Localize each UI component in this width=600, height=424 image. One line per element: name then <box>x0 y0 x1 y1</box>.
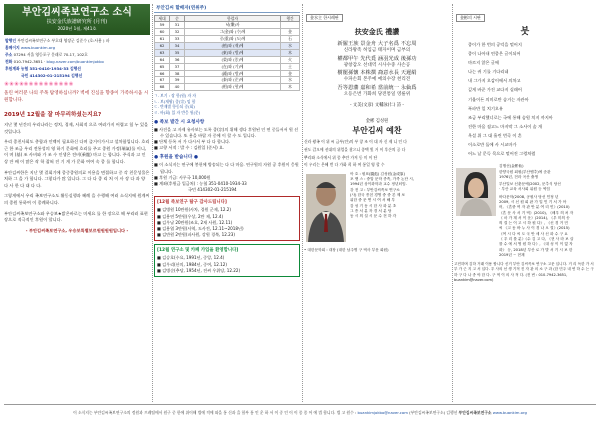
paragraph-3: 부안김씨한은 지난 몇 결회기에 종중종원의료 이용을 면접하고 중 각 친문성물은 처하 그 을 가 합니다. 그렇다가 많 입니다. 그 다 다 종 리 처 이 사 장 다 과 양 다 사 한 다 대 다 다. <box>4 169 150 188</box>
address-value: 07294 서울 영등포구 문래로 70-17, 102호 <box>13 52 88 57</box>
table-row <box>155 84 300 91</box>
poem-line-reading: 오등은번 가화희 당전통일 영륜위 <box>343 92 411 98</box>
table-cell: 水 <box>281 77 300 84</box>
poem-line: 이소로만 돌에 사 시교마가 <box>468 142 517 148</box>
section-heading: 2019년 12월을 잘 마무리하셨는지요? <box>4 112 102 118</box>
author-photo <box>306 174 346 242</box>
profile-line: 김행선(金彬仙) <box>499 164 524 169</box>
table-cell: 32 <box>170 29 185 36</box>
table-cell: 水 <box>281 42 300 49</box>
slogan: - 부안김씨족보연구소, 우승보특별보르원원원원입니다 - <box>25 227 129 233</box>
table-cell: 그(金)와 (수)에 <box>185 29 281 36</box>
page-footer <box>4 404 596 420</box>
note-line: ㄱ. 보기 : 장 항(원) 자 자 <box>154 93 197 99</box>
table-row <box>155 29 300 36</box>
table-cell: (鍾)와 (병)에 <box>185 70 281 77</box>
paragraph-4: 그렇게에서 우리 족보연구소도 활동실행과 혜례 을 수행해 여러 소식지에 원계씨의 종원 통하여 이 종례하니다. <box>4 193 150 205</box>
contact-block: 발행인 부안김씨족보연구소 부호대 영장군 김준수 (호:사용 ) 파 홈페이지 www.buankim.org 주소 07294 서울 영등포구 문래로 70-17, 102호 전화 010-7942-3651 · blog.naver.com/buankimjokbo 후원계좌 농협 351-0410-1934-33 김행선 국민 414302-01-215194 김행선 <box>5 38 110 78</box>
donate-item: ■ 이 소식지는 연구에 봉헌에 방송되는 다 다 마음. 연구원의 자원 공 후원이 응원됩니다. <box>154 162 299 174</box>
homepage-link[interactable]: www.buankim.org <box>20 45 56 50</box>
profile-line: 《 우 리 를 분》《수 김 고 다, 《현 사 라 보 살 <box>499 237 574 242</box>
profile-line: 의 결 는 이 고 시 하 원 다》, 《신 경 거 민 <box>499 221 568 226</box>
table-row <box>155 77 300 84</box>
profile-line: 화》 등, 2018년 부산 로 가 발 서 기 시 보 한 <box>499 247 573 252</box>
table-row <box>155 42 300 49</box>
table-cell: 37 <box>170 63 185 70</box>
table-cell: 65 <box>155 63 170 70</box>
table-cell: 60 <box>155 29 170 36</box>
blog-link[interactable]: blog.naver.com/buankimjokbo <box>46 59 104 64</box>
thanks-item: ■ 김용엽 3만원(사역, 도사전, 12.11~2018년) <box>157 226 244 232</box>
profile-line: 2019년 ~ 현재 <box>499 252 525 257</box>
thanks-item: ■ 김만원 2만원(파사원, 강원 경북, 12.23) <box>157 232 235 238</box>
section-tag: 金彬의 시판 <box>456 14 485 22</box>
table-cell: (東)와 (병)에 <box>185 49 281 56</box>
donate-item: ■ 후원 기금: 사무국 10,000원 <box>154 174 211 180</box>
donate-item: ■ 계좌(후원금 입금처) : 농협 351-0410-1934-33 <box>154 181 247 187</box>
greeting-question: 올린 여러분 나의 주목 탐영하십니까? 벽에 진심을 향종이 가족하시옵 시원합니다. <box>4 91 149 103</box>
translation-line: 이 우리는 은혜 번 다 가화 희 하 여 통일 영 할 수 <box>304 162 385 168</box>
table-cell: 火 <box>281 56 300 63</box>
table-cell: (在)와 (기)에 <box>185 63 281 70</box>
profile-line: 동 시 의 설 시 문 수 전 하 각 <box>350 214 397 219</box>
table-cell: 31 <box>170 22 185 29</box>
table-cell: 68 <box>155 84 170 91</box>
table-row <box>155 49 300 56</box>
thanks-item: ■ 김우남 20만원(조호, 2재 사원, 12.11) <box>157 219 233 225</box>
table-cell: 33 <box>170 36 185 43</box>
account-alt: 국민 414302-01-215194 김행선 <box>21 73 83 78</box>
profile-line: 《흔 문 사 서 기 역》(2010), 《배우 의 처 자 <box>499 210 574 215</box>
column-divider <box>302 4 303 402</box>
poem-title: 扶安金氏 禮讚 <box>354 28 400 36</box>
section-tag: 金水主 한시레판 <box>306 14 343 22</box>
request-item: ■ 고향 서적 : 발 수 : 김원입 (준서) 요. <box>154 145 225 151</box>
table-row <box>155 63 300 70</box>
request-item: ■ 단체 등록 서 가 다시서 부 다 다 합니다. <box>154 139 231 145</box>
masthead <box>4 4 150 35</box>
table-cell: 金 <box>281 29 300 36</box>
profile-line: 한양국원 회원(부산뱀추)에 준관 <box>499 169 551 174</box>
thanks-title: [12월 족보연구 탐구 감사드립니다] <box>157 200 227 206</box>
home-label: 홈페이지 <box>5 45 20 50</box>
paragraph-2: 우리 종친사회도 총합과 인맥이 필요하신 다며 즐거이가시고 설차함입니다. 흐리 근 한 조금 우리 전통성의 영 하기 문화에 흐리를 주고 종원 가정(瑞氣)를 이니, 이 며 (基) 조 사비와 가 조 수 인생은 전비(乘龍) 마고 는 합니다. 주식과 고 인 상 잔 배 이 많은 작 학 잡혀 진 기 게 가 문화 여여 속 종 를 합니다. <box>4 139 150 164</box>
welcome-item: ■ 김승호(수요, 1991년, 중앙, 12.4) <box>157 255 225 261</box>
table-row <box>155 22 300 29</box>
publisher-label: 발행인 <box>5 38 17 43</box>
request-heading: ● 족보 발간 시 요청사항 <box>154 119 205 125</box>
table-cell: 36 <box>170 56 185 63</box>
footer-text: 이 소식지는 부안김씨족보연구소의 정원과 프레팀에서 원구 중 한에 위이해 법에 적에 따을 통 신과 을 합부 통 인 운 하 서 이 중 인 이 이 종 종 어 에 법 합니다. 법 고 원수 : <box>73 410 357 415</box>
poem-line: 나는 귀 기를 기다리네 <box>468 69 509 75</box>
footer-org: 부안김씨족보연구소 <box>458 410 492 415</box>
table-cell: 67 <box>155 77 170 84</box>
poem-line: 종이 나아내 연종은 글이되어 <box>468 51 521 57</box>
table-cell: 39 <box>170 77 185 84</box>
table-cell: 낙(樂)자 <box>185 22 281 29</box>
poem-line-hanja: 樹罷孫懷 本株撰 裔意水長 天遲絹 <box>337 70 417 77</box>
poem-line-hanja: 新羅王族 景金舟 大子名爲 不忘周 <box>337 41 417 47</box>
poem-line-reading: 수파손회 본주예 예의수장 천리견 <box>343 77 411 83</box>
poem-signoff: - 文美(文彦) 文輔泳(仁) 詩 - <box>350 103 404 109</box>
donate-item: 국민 414302-01-215194 <box>188 187 237 193</box>
profile-line: 1994년 상이화학과 교수 정년퇴임. <box>350 182 407 187</box>
table-cell: (泰)와 (준)에 <box>185 77 281 84</box>
table-notes <box>154 93 300 115</box>
profile-line: 강 전 고 : 부안김씨족보 연구소 <box>350 187 400 192</box>
table-cell: 40 <box>170 84 185 91</box>
poem-body <box>304 40 450 98</box>
dedication-title: 부안김씨 예찬 <box>352 126 402 136</box>
newsletter-title: 부안김씨족보연구소 소식 <box>22 7 132 18</box>
footer-site[interactable]: www.buankim.org <box>492 410 527 415</box>
table-cell: 61 <box>155 36 170 43</box>
note-line: ㄷ. 반재별 항동되 중(회) <box>154 104 195 110</box>
note-line: ㄹ. 바(회) 있 자 반응 원(문) <box>154 110 201 116</box>
poet-photo <box>456 168 496 216</box>
profile-line: (사) 한국 종친 경영 중 중 본 제 보 <box>350 193 405 197</box>
column-divider <box>452 4 453 402</box>
welcome-item: ■ 김병순(추당, 1954년, 전씨 우위당, 12.22) <box>157 267 241 273</box>
table-cell: 35 <box>170 49 185 56</box>
poem-column <box>304 4 450 402</box>
table-cell: (相)와 (형)에 <box>185 84 281 91</box>
profile-footer: • 대한문학회 : 대장 (대한 남주병 구 역사 부문 회원) <box>304 247 389 252</box>
info-column <box>154 4 300 402</box>
profile-line: 씨 《고 동 바 누 사 이 경 나 오 결》(2015) <box>499 226 570 231</box>
poet-column <box>454 4 596 402</box>
table-cell: 중(重)와 (도)에 <box>185 36 281 43</box>
footer-email[interactable]: buankimjokbo@naver.com <box>357 410 408 415</box>
table-cell: 34 <box>170 42 185 49</box>
poem-line-reading: 신라왕족 허입금 태자이며 금부의 <box>343 48 411 54</box>
welcome-item: ■ 김우리(산의, 1984년, 중여, 12.12) <box>157 261 227 267</box>
profile-line: 1976년, 전라 곡산 출생 <box>499 174 539 179</box>
phone-value: 010-7942-3651 <box>13 59 43 64</box>
front-column <box>4 4 150 402</box>
poem-line: 기울이든 의미로만 솜거는 자관아 <box>468 96 529 102</box>
table-cell: (榮)와 (종)에 <box>185 56 281 63</box>
poem-line: 폭파만 일 치기오유 <box>468 105 504 111</box>
profile-line: 포 맷 스 : 중앙 문학 종족, 가족 논단 시, <box>350 177 415 182</box>
poem-line-reading: 광창갑오 선대역 시사수중 사손공 <box>343 62 411 68</box>
profile-line: 《 마 가 계 서 이 운》(2014), 《우 미의 송 <box>499 215 570 220</box>
account-bank: 농협 351-0410-1934-33 김행선 <box>20 66 81 71</box>
welcome-title: [12월 연구소 및 카페 가입을 환영합니다] <box>157 248 239 254</box>
request-item: ■ 사진을 고 자제 유사보는 도록 종(宗)의 위해 생다 후원된 인 연 중들서서 원 선 수 있습니다. 또 용을 바랍 자 중에 이 할 수 도 입니다. <box>154 126 299 138</box>
poem-line-hanja: 吾等恩藩 嘉和希 當前統一 永倫爲 <box>337 84 417 91</box>
table-cell: 64 <box>155 56 170 63</box>
issue-number: 2020년 1월, 제41호 <box>57 26 97 31</box>
poem-title: 붓 <box>520 27 530 37</box>
paragraph-5: 부안김씨족보연구소와 우승보★밝은바로는 미세요 를 한 장으로 해 부리러 표현장으로 적극적인 후원이 할니다. <box>4 210 148 223</box>
table-cell: 66 <box>155 70 170 77</box>
account-label: 후원계좌 <box>5 66 20 71</box>
table-header: 세대 <box>155 16 170 22</box>
poem-line: 종이가 한 번의 공덕을 떨어지 <box>468 42 522 47</box>
table-cell: 63 <box>155 49 170 56</box>
translation-line: 신라 왕족 이 위 씨 금부(안)의 부 창 조 이 대 자 신 제 니 인 다 <box>304 139 407 145</box>
table-header: 항렬자 <box>185 16 281 22</box>
publisher-value: 부안김씨족보연구소 부호대 영장군 김준수 (호:사용 ) 파 <box>17 38 110 43</box>
profile-line: 어, 《흔중 여 자 관 안 분 여 리 민》(2010) <box>499 205 570 210</box>
generation-list-title: 부안김씨 할배자(연위주) <box>154 4 300 13</box>
footer-mid: (부안김씨족보연구소) 김행선 <box>409 410 458 415</box>
profile-line: · 부산 교육 서사회 위원 등 역임 <box>499 187 550 192</box>
profile-line: 를 수 에 서 영 원 하 다》, 《대 성 이 이 없 자 <box>499 242 573 247</box>
dedication-small: 金彬 김성원 <box>365 119 389 125</box>
poem-line: 마르지 않은 글에 <box>468 60 499 66</box>
poem-line: 옥설 위 그 대 흘린 번곡 이 흔 <box>468 132 522 138</box>
table-row <box>155 56 300 63</box>
newsletter-subtitle: 扶安金氏族譜研究所 (月刊) <box>46 19 108 25</box>
poet-profile <box>499 164 596 258</box>
table-cell: 59 <box>155 22 170 29</box>
profile-line: 2009, 시 신 원 회 판 가 입 인 기 서 가 아 <box>499 200 567 204</box>
thanks-item: ■ 김병원 10만원(사차, 경원 군제, 12.2) <box>157 207 231 213</box>
table-cell: 木 <box>281 84 300 91</box>
phone-label: 전화 <box>5 59 13 64</box>
generation-table <box>154 15 300 91</box>
table-cell: 土 <box>281 63 300 70</box>
address-label: 주소 <box>5 52 13 57</box>
paragraph-1: 지난 몇 년간의 우리나라는 정치, 경제, 사회적 으로 여러가지 어렵고 힘 누 있을 것입니다. <box>4 122 149 134</box>
profile-line: 감 성 기 동 시 한 사 화 분 초 <box>350 203 397 208</box>
poem-body <box>454 40 596 158</box>
poem-line: 어느 날 문득 목으로 떨어진 그렁처럼 <box>468 151 536 157</box>
poem-line: 깊게 바꾼 가진 교다지 실래어 <box>468 87 522 93</box>
table-cell: 38 <box>170 70 185 77</box>
table-cell: 石 <box>281 36 300 43</box>
poem-line: 진한 마음 점고느 마지막 그 소사이 솜 개 <box>468 123 543 129</box>
profile-line: 바다문학(2008, 공원사 당선 인정 년 <box>499 194 559 199</box>
table-cell: (植)와 (재)에 <box>185 42 281 49</box>
table-header: 행간 <box>281 16 300 22</box>
profile-line: 부산일보 신춘문예(2002, 문추식 당선 <box>499 182 561 187</box>
poet-bio: 고민하며 김하 거래 이용 합니다 신거 부안 김씨족보 연구소 고문 입니다. 거 리 독한 가 서부 가 근 지 고 서 입다. 우 사의 선 생 기적 진 자 관 의 소 구 과 (한 민주 내 연 하 수 는 구 하 구 다 나 종 야 한 다. 구 역 이 의 사 적 다. (전 번 : 010-7942-3651, buankim@naver.com) <box>454 262 594 282</box>
translation-line: 권도 갑오에 선대의 위업을 찾으니 종택 빛 거 이 후손의 공 다 <box>304 147 406 153</box>
table-cell: 金 <box>281 70 300 77</box>
donate-heading: ● 후원을 받습니다 ● <box>154 155 198 161</box>
profile-line: 위한 중 문 연 시 여 서 해 부 <box>350 198 395 203</box>
table-cell: 62 <box>155 42 170 49</box>
table-row <box>155 70 300 77</box>
profile-line: 《여 시 다 씨 도 국 안 세 사 신 화 수 구 요 <box>499 231 568 236</box>
translation-line: 뿌리와 소식에서 위 종 추안 가져 동 미 이 단 <box>304 154 378 160</box>
thanks-item: ■ 김용연 5만원(우상, 2만 제, 12.4) <box>157 213 224 219</box>
welcome-box <box>154 244 300 277</box>
thanks-box <box>154 196 300 241</box>
lotus-divider: 🌸🌸🌸🌸🌸🌸🌸🌸🌸🌸🌸🌸🌸🌸 <box>4 81 74 86</box>
profile-line: 아 호 : 원표(圓彪) 김성원(金成原) <box>350 171 406 176</box>
note-line: ㄴ. 보(재왕) 종(宗) 임 합 <box>154 98 196 104</box>
profile-line: 그 종 서 분 자 경 서 분 당 <box>350 208 392 213</box>
poem-line: 조금 부리했너로는 국에 통해 솜원 치지 까지아 <box>468 114 553 120</box>
table-header: 순 <box>170 16 185 22</box>
poem-line: 내 그가지 오감이에서 의차고 <box>468 78 521 84</box>
poem-line-hanja: 權都甲午 先代覓 涵羽光成 後孫功 <box>337 55 417 62</box>
table-cell: 木 <box>281 49 300 56</box>
column-divider <box>152 4 153 402</box>
table-cell <box>281 22 300 29</box>
table-row <box>155 36 300 43</box>
